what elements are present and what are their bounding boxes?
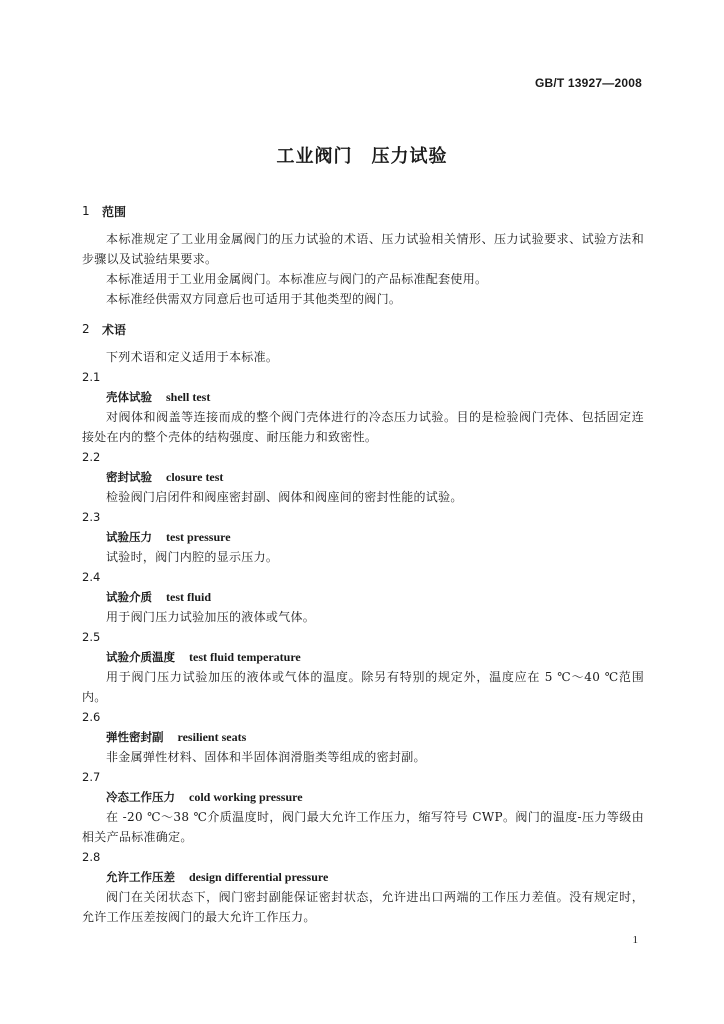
term-number: 2.1 — [82, 370, 101, 384]
scope-paragraph: 本标准经供需双方同意后也可适用于其他类型的阀门。 — [106, 292, 402, 306]
term-en: test fluid temperature — [189, 650, 301, 664]
term-zh: 冷态工作压力 — [106, 790, 175, 804]
term-entry — [82, 767, 644, 847]
term-definition: 检验阀门启闭件和阀座密封副、阀体和阀座间的密封性能的试验。 — [106, 490, 463, 504]
term-heading — [82, 727, 644, 747]
term-en: test pressure — [166, 530, 231, 544]
term-number: 2.4 — [82, 570, 101, 584]
term-zh: 试验介质温度 — [106, 650, 175, 664]
section-number: 2 — [82, 322, 90, 336]
term-en: resilient seats — [177, 730, 247, 744]
term-definition: 非金属弹性材料、固体和半固体润滑脂类等组成的密封副。 — [106, 750, 426, 764]
term-number: 2.5 — [82, 630, 101, 644]
term-number: 2.8 — [82, 850, 101, 864]
term-number: 2.6 — [82, 710, 101, 724]
term-definition: 阀门在关闭状态下，阀门密封副能保证密封状态，允许进出口两端的工作压力差值。没有规定时，允许工作压差按阀门的最大允许工作压力。 — [82, 890, 644, 924]
term-heading — [82, 867, 644, 887]
term-zh: 壳体试验 — [106, 390, 152, 404]
term-heading — [82, 787, 644, 807]
section-heading-terms — [82, 319, 644, 339]
term-definition: 试验时，阀门内腔的显示压力。 — [106, 550, 279, 564]
page-number: 1 — [632, 934, 638, 946]
term-heading — [82, 467, 644, 487]
term-zh: 弹性密封副 — [106, 730, 164, 744]
term-zh: 试验压力 — [106, 530, 152, 544]
scope-paragraph: 本标准适用于工业用金属阀门。本标准应与阀门的产品标准配套使用。 — [106, 272, 488, 286]
term-zh: 密封试验 — [106, 470, 152, 484]
term-number: 2.3 — [82, 510, 101, 524]
term-heading — [82, 387, 644, 407]
term-entry — [82, 507, 644, 567]
term-definition: 在 -20 ℃～38 ℃介质温度时，阀门最大允许工作压力，缩写符号 CWP。阀门的温度-压力等级由相关产品标准确定。 — [82, 810, 644, 844]
section-title: 范围 — [102, 204, 127, 219]
term-definition: 用于阀门压力试验加压的液体或气体。 — [106, 610, 316, 624]
term-entry — [82, 567, 644, 627]
term-zh: 允许工作压差 — [106, 870, 175, 884]
term-definition: 用于阀门压力试验加压的液体或气体的温度。除另有特别的规定外，温度应在 5 ℃～40 ℃范围内。 — [82, 670, 644, 704]
section-heading-scope — [82, 201, 644, 221]
term-entry — [82, 367, 644, 447]
term-heading — [82, 647, 644, 667]
term-entry — [82, 627, 644, 707]
term-definition: 对阀体和阀盖等连接而成的整个阀门壳体进行的冷态压力试验。目的是检验阀门壳体、包括固定连接处在内的整个壳体的结构强度、耐压能力和致密性。 — [82, 410, 644, 444]
term-heading — [82, 527, 644, 547]
section-title: 术语 — [102, 322, 127, 337]
terms-intro: 下列术语和定义适用于本标准。 — [106, 350, 279, 364]
document-title: 工业阀门 压力试验 — [276, 146, 448, 167]
term-zh: 试验介质 — [106, 590, 152, 604]
term-number: 2.7 — [82, 770, 101, 784]
term-heading — [82, 587, 644, 607]
term-en: design differential pressure — [189, 870, 329, 884]
term-entry — [82, 707, 644, 767]
term-number: 2.2 — [82, 450, 101, 464]
scope-paragraph: 本标准规定了工业用金属阀门的压力试验的术语、压力试验相关情形、压力试验要求、试验方法和步骤以及试验结果要求。 — [82, 232, 644, 266]
standard-number: GB/T 13927—2008 — [534, 76, 642, 90]
term-entry — [82, 447, 644, 507]
term-entry — [82, 847, 644, 927]
document-body — [82, 201, 644, 927]
term-en: closure test — [166, 470, 224, 484]
term-en: shell test — [166, 390, 211, 404]
term-en: test fluid — [166, 590, 211, 604]
term-en: cold working pressure — [189, 790, 303, 804]
section-number: 1 — [82, 204, 90, 218]
